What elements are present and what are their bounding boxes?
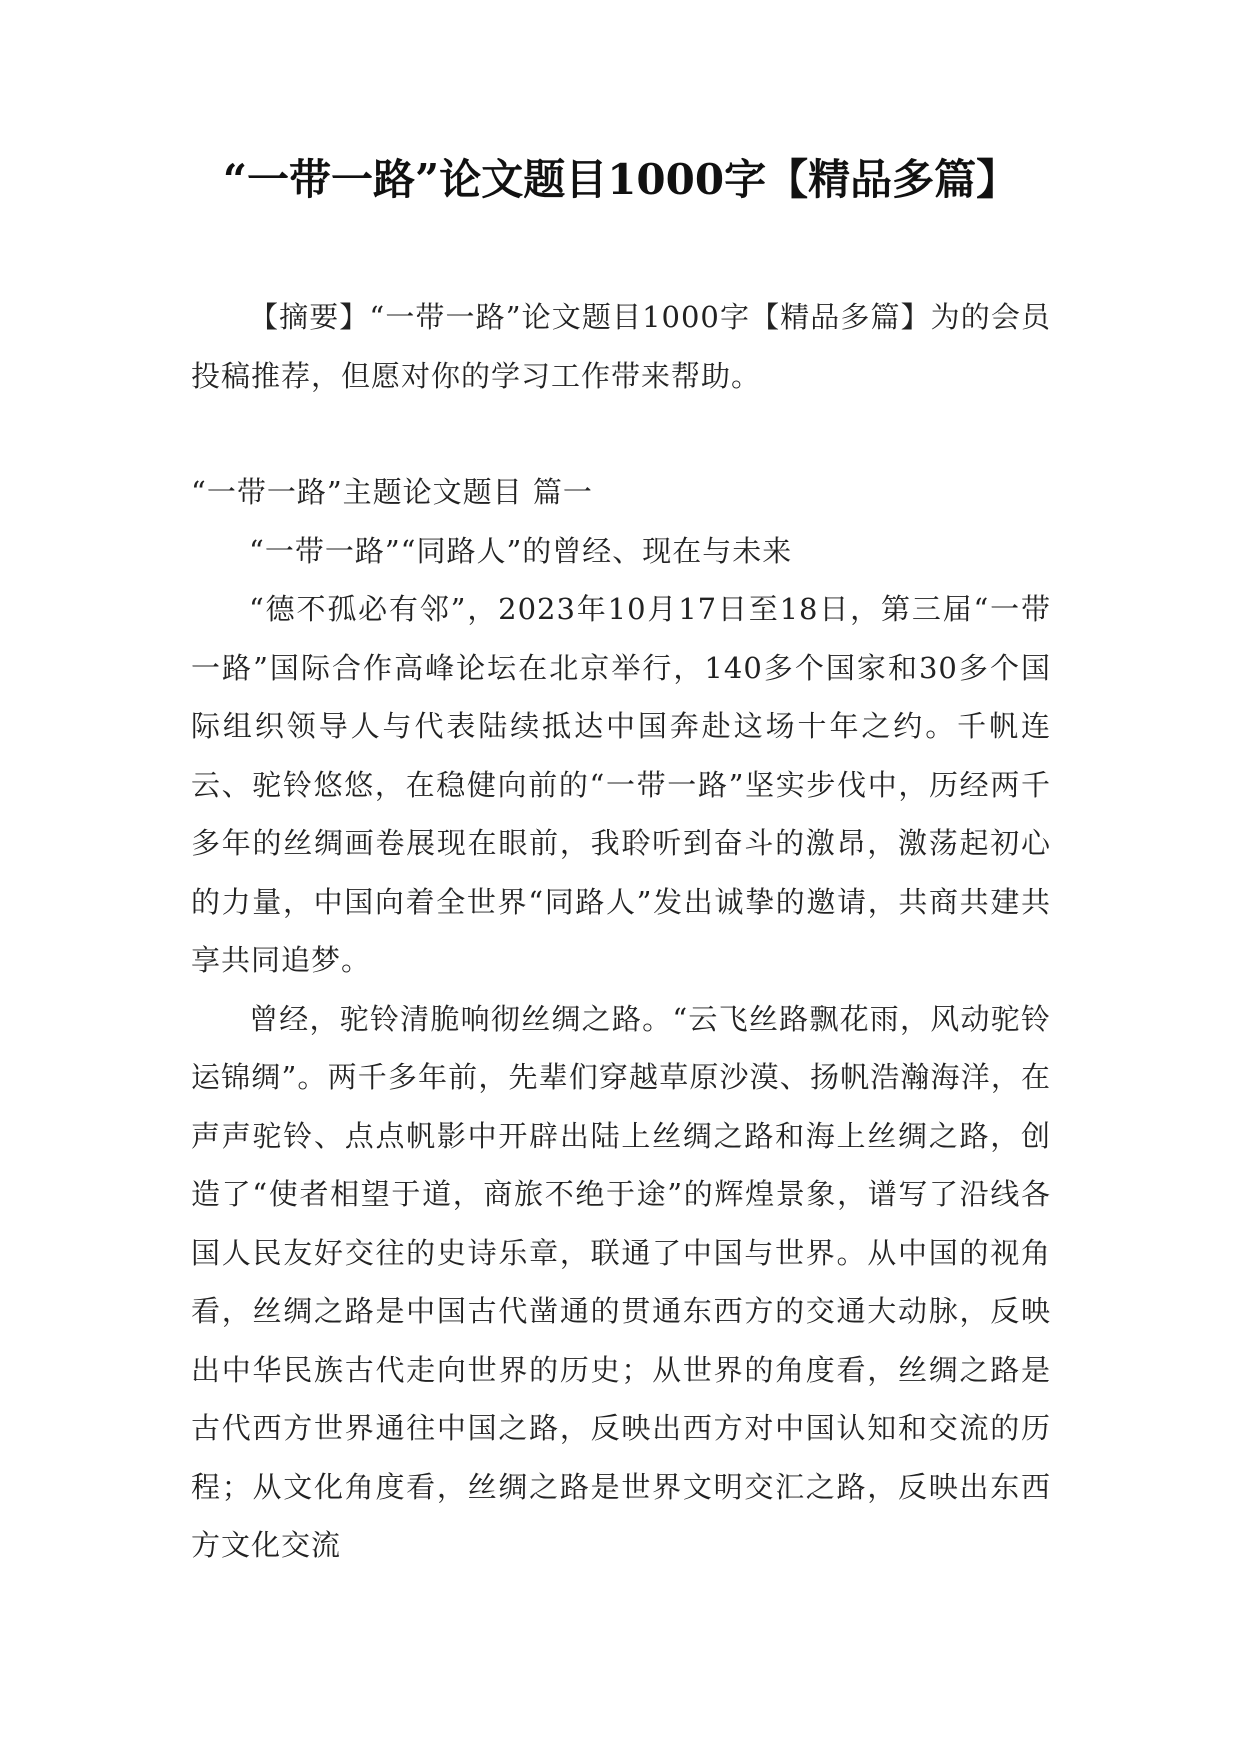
- body-paragraph-2: 曾经，驼铃清脆响彻丝绸之路。“云飞丝路飘花雨，风动驼铃运锦绸”。两千多年前，先辈们穿越草原沙漠、扬帆浩瀚海洋，在声声驼铃、点点帆影中开辟出陆上丝绸之路和海上丝绸之路，创造了“使者相望于道，商旅不绝于途”的辉煌景象，谱写了沿线各国人民友好交往的史诗乐章，联通了中国与世界。从中国的视角看，丝绸之路是中国古代凿通的贯通东西方的交通大动脉，反映出中华民族古代走向世界的历史；从世界的角度看，丝绸之路是古代西方世界通往中国之路，反映出西方对中国认知和交流的历程；从文化角度看，丝绸之路是世界文明交汇之路，反映出东西方文化交流: [191, 1001, 1051, 1562]
- body-paragraph-1: “德不孤必有邻”，2023年10月17日至18日，第三届“一带一路”国际合作高峰论坛在北京举行，140多个国家和30多个国际组织领导人与代表陆续抵达中国奔赴这场十年之约。千帆连云、驼铃悠悠，在稳健向前的“一带一路”坚实步伐中，历经两千多年的丝绸画卷展现在眼前，我聆听到奋斗的激昂，激荡起初心的力量，中国向着全世界“同路人”发出诚挚的邀请，共商共建共享共同追梦。: [191, 592, 1051, 977]
- abstract-paragraph: 【摘要】“一带一路”论文题目1000字【精品多篇】为的会员投稿推荐，但愿对你的学习工作带来帮助。: [191, 300, 1051, 393]
- document-body: [191, 288, 1051, 1575]
- document-title: “一带一路”论文题目1000字【精品多篇】: [222, 155, 1019, 204]
- article-title: “一带一路”“同路人”的曾经、现在与未来: [249, 533, 793, 568]
- section-heading: “一带一路”主题论文题目 篇一: [191, 475, 593, 509]
